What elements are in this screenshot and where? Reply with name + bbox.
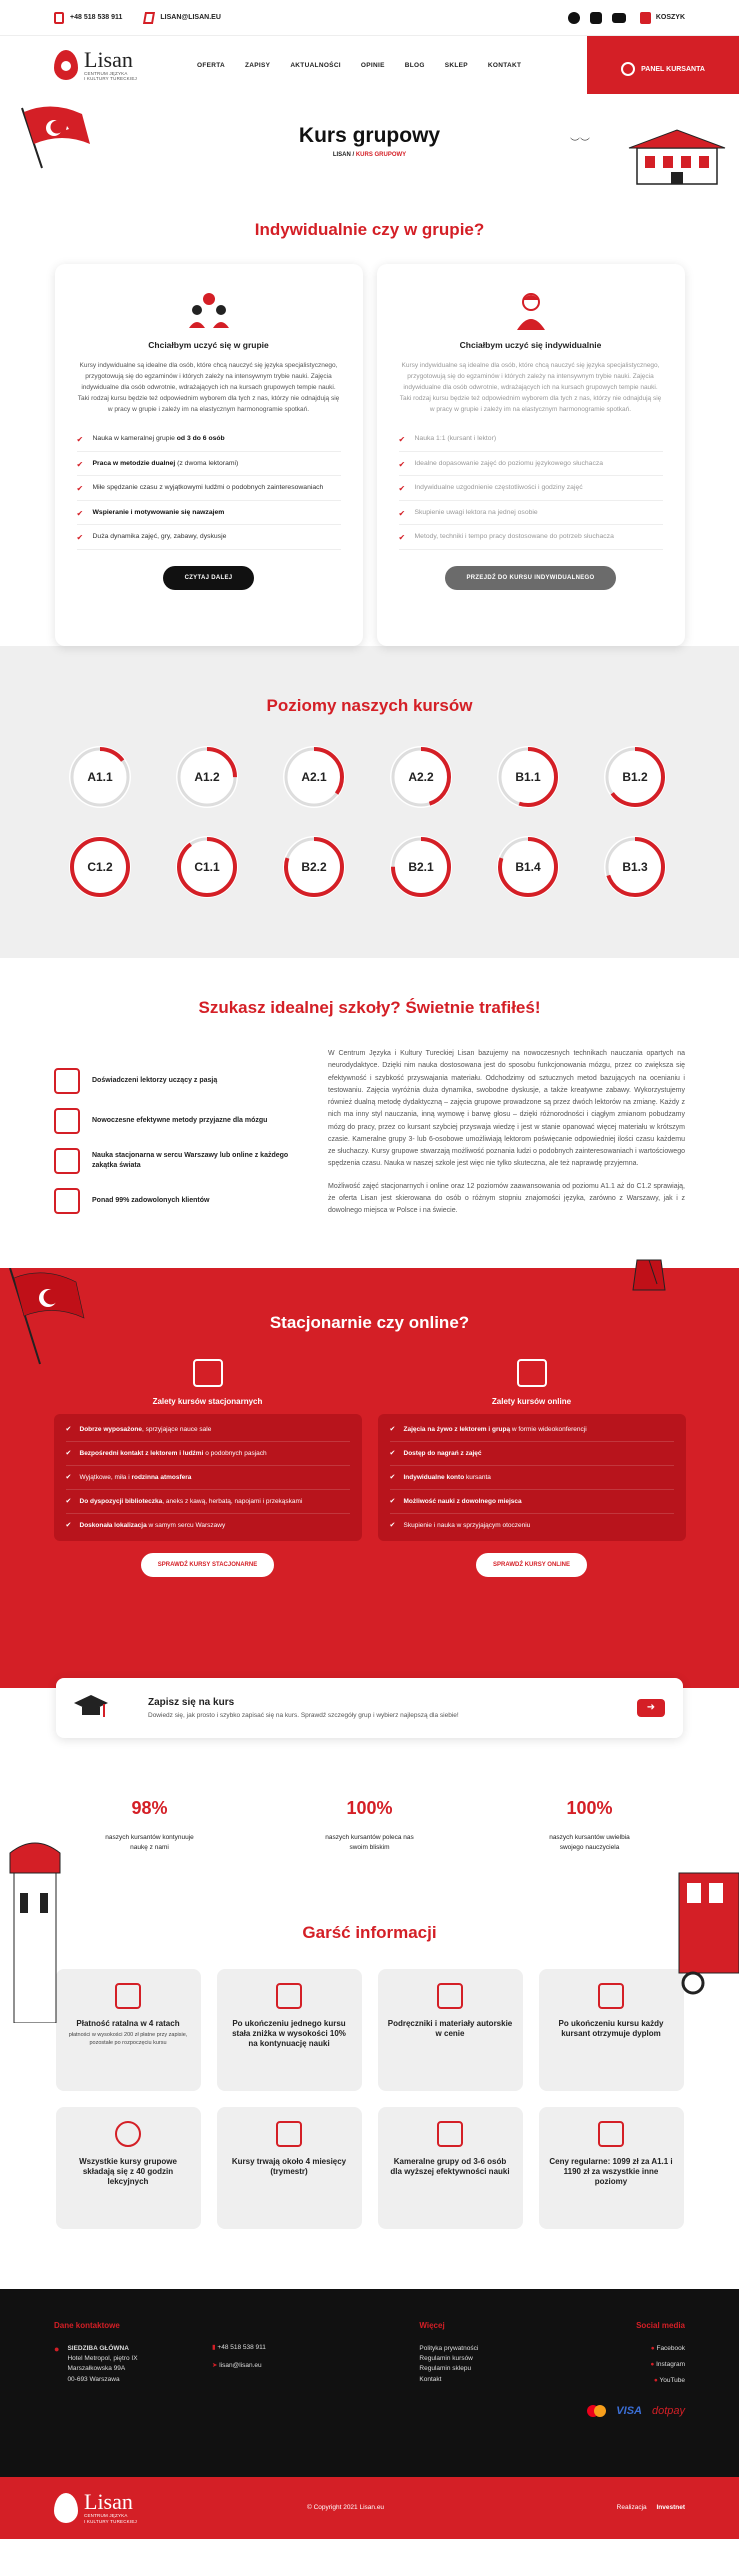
- group-heading: Chciałbym uczyć się w grupie: [148, 340, 269, 350]
- level-badge[interactable]: [283, 836, 345, 898]
- facebook-icon: ●: [650, 2344, 657, 2352]
- phone-link[interactable]: +48 518 538 911: [54, 12, 122, 24]
- stat-item: 98% naszych kursantów kontynuuje naukę z nami: [105, 1798, 194, 1851]
- logo-subtitle-2: I KULTURY TURECKIEJ: [84, 76, 137, 81]
- youtube-icon[interactable]: [612, 13, 626, 23]
- hero: [0, 94, 739, 194]
- signup-title: Zapisz się na kurs: [148, 1697, 235, 1708]
- list-item: ✔ Wspieranie i motywowanie się nawzajem: [77, 501, 341, 526]
- instagram-icon: ●: [650, 2360, 657, 2368]
- footer-social: Social media ● Facebook ● Instagram ● YouTube VISA dotpay: [587, 2321, 685, 2477]
- feature-item: Doświadczeni lektorzy uczący z pasją: [54, 1068, 304, 1094]
- read-more-button[interactable]: CZYTAJ DALEJ: [163, 566, 255, 590]
- level-badge[interactable]: [69, 836, 131, 898]
- level-label: A2.1: [301, 770, 327, 784]
- level-badge[interactable]: [390, 836, 452, 898]
- list-item: ✔ Wyjątkowe, miła i rodzinna atmosfera: [66, 1466, 350, 1490]
- info-section: [0, 1883, 739, 2289]
- school-title: Szukasz idealnej szkoły? Świetnie trafiłeś!: [198, 998, 541, 1017]
- list-item: ✔ Dostęp do nagrań z zajęć: [390, 1442, 674, 1466]
- nav-aktualnosci[interactable]: AKTUALNOŚCI: [290, 61, 341, 69]
- facebook-link[interactable]: ● Facebook: [650, 2344, 686, 2352]
- modes-title: Stacjonarnie czy online?: [269, 1313, 470, 1332]
- feature-item: Ponad 99% zadowolonych klientów: [54, 1188, 304, 1214]
- list-item: ✔ Skupienie uwagi lektora na jednej osobie: [399, 501, 663, 526]
- agency-link[interactable]: Investnet: [656, 2504, 685, 2511]
- logo-name: Lisan: [84, 46, 133, 72]
- levels-title: Poziomy naszych kursów: [266, 696, 473, 715]
- dotpay-logo: dotpay: [651, 2404, 686, 2417]
- money-bag-icon: [598, 2121, 624, 2147]
- list-item: ✔ Doskonała lokalizacja w samym sercu Warszawy: [66, 1514, 350, 1537]
- turkish-flag-icon: [0, 1268, 90, 1368]
- compare-section: [0, 194, 739, 646]
- list-item: ✔ Skupienie i nauka w sprzyjającym otoczeniu: [390, 1514, 674, 1537]
- individual-card: [377, 264, 685, 646]
- instagram-link[interactable]: ● Instagram: [650, 2360, 686, 2368]
- level-badge[interactable]: [604, 746, 666, 808]
- cart-link[interactable]: KOSZYK: [640, 12, 685, 24]
- diploma-icon: [598, 1983, 624, 2009]
- instagram-icon[interactable]: [590, 12, 602, 24]
- level-badge[interactable]: [283, 746, 345, 808]
- list-item: ✔ Możliwość nauki z dowolnego miejsca: [390, 1490, 674, 1514]
- level-badge[interactable]: [176, 746, 238, 808]
- info-card: Ceny regularne: 1099 zł za A1.1 i 1190 zł za wszystkie inne poziomy: [539, 2107, 684, 2229]
- arrow-right-icon[interactable]: ➜: [637, 1699, 665, 1717]
- student-panel-button[interactable]: PANEL KURSANTA: [587, 36, 739, 102]
- level-label: A1.1: [87, 770, 113, 784]
- calendar-icon: [276, 2121, 302, 2147]
- list-item: ✔ Praca w metodzie dualnej (z dwoma lektorami): [77, 452, 341, 477]
- phone-icon: ▮: [212, 2343, 218, 2351]
- list-item: ✔ Idealne dopasowanie zajęć do poziomu językowego słuchacza: [399, 452, 663, 477]
- level-label: B1.3: [622, 860, 648, 874]
- info-card: Kameralne grupy od 3-6 osób dla wyższej efektywności nauki: [378, 2107, 523, 2229]
- teacher-icon: [509, 290, 553, 330]
- monitor-icon: [517, 1359, 547, 1387]
- level-label: C1.2: [87, 860, 113, 874]
- nav-sklep[interactable]: SKLEP: [444, 61, 468, 69]
- list-item: ✔ Miłe spędzanie czasu z wyjątkowymi ludźmi o podobnych zainteresowaniach: [77, 476, 341, 501]
- footer-link[interactable]: Regulamin kursów: [419, 2354, 473, 2362]
- signup-text: Dowiedz się, jak prosto i szybko zapisać się na kurs. Sprawdź szczegóły grup i wybierz najlepszą dla siebie!: [148, 1712, 459, 1719]
- book-icon: [437, 1983, 463, 2009]
- list-item: ✔ Zajęcia na żywo z lektorem i grupą w formie wideokonferencji: [390, 1418, 674, 1442]
- level-label: B2.1: [408, 860, 434, 874]
- info-card: Po ukończeniu kursu każdy kursant otrzymuje dyplom: [539, 1969, 684, 2091]
- logo-subtitle-1: CENTRUM JĘZYKA: [84, 70, 128, 76]
- info-card: Wszystkie kursy grupowe składają się z 40 godzin lekcyjnych: [56, 2107, 201, 2229]
- logo[interactable]: [54, 46, 137, 82]
- discount-icon: [276, 1983, 302, 2009]
- level-label: C1.1: [194, 860, 220, 874]
- group-card: [55, 264, 363, 646]
- info-card: Płatność ratalna w 4 ratach płatności w wysokości 200 zł płatne przy zapisie, pozostałe po rozpoczęciu kursu: [56, 1969, 201, 2091]
- nav-kontakt[interactable]: KONTAKT: [487, 61, 522, 69]
- online-courses-button[interactable]: SPRAWDŹ KURSY ONLINE: [476, 1553, 587, 1577]
- stat-item: 100% naszych kursantów poleca nas swoim bliskim: [325, 1798, 414, 1851]
- footer-contact: Dane kontaktowe ● SIEDZIBA GŁÓWNA Hotel Metropol, piętro IX Marszałkowska 99A 00-693 Warszawa: [54, 2321, 212, 2477]
- group-icon: [437, 2121, 463, 2147]
- stationary-heading: Zalety kursów stacjonarnych: [152, 1397, 263, 1406]
- nav-zapisy[interactable]: ZAPISY: [245, 61, 271, 69]
- online-heading: Zalety kursów online: [491, 1397, 572, 1406]
- page-title: Kurs grupowy: [298, 124, 441, 147]
- info-card: Kursy trwają około 4 miesięcy (trymestr): [217, 2107, 362, 2229]
- stationary-courses-button[interactable]: SPRAWDŹ KURSY STACJONARNE: [141, 1553, 274, 1577]
- feature-list: [54, 1048, 304, 1228]
- level-badge[interactable]: [604, 836, 666, 898]
- breadcrumb-current: KURS GRUPOWY: [355, 152, 407, 158]
- youtube-icon: ●: [653, 2377, 660, 2385]
- copyright: © Copyright 2021 Lisan.eu: [306, 2504, 385, 2511]
- footer-phone[interactable]: ▮ +48 518 538 911: [212, 2343, 266, 2351]
- list-item: ✔ Nauka w kameralnej grupie od 3 do 6 osób: [77, 427, 341, 452]
- fez-hat-icon: [629, 1254, 669, 1294]
- tram-icon: [669, 1843, 739, 2003]
- logo-drop-icon: [54, 50, 78, 80]
- footer-email[interactable]: ➤ lisan@lisan.eu: [212, 2361, 262, 2369]
- level-label: A1.2: [194, 770, 220, 784]
- footer-link[interactable]: Regulamin sklepu: [419, 2365, 472, 2373]
- individual-course-button[interactable]: PRZEJDŹ DO KURSU INDYWIDUALNEGO: [445, 566, 617, 590]
- main-nav: [197, 62, 541, 69]
- level-badge[interactable]: [69, 746, 131, 808]
- visa-logo: VISA: [616, 2404, 642, 2417]
- school-section: [0, 958, 739, 1268]
- levels-grid: [0, 746, 739, 898]
- compare-title: Indywidualnie czy w grupie?: [254, 220, 485, 239]
- school-description: W Centrum Języka i Kultury Tureckiej Lisan bazujemy na nowoczesnych technikach nauczania opartych na neurodydaktyce. Dzięki nim nauka dostosowana jest do sposobu funkcjonowania mózgu, przez co zwiększa się efektywność i szybkość przyswajania materiału. Odchodzimy od sztucznych metod bazujących na ocenianiu i testowaniu. Zajęcia wyróżnia duża dynamika, swobodne dyskusje, a także kreatywne zabawy. Wykorzystujemy również dualną metodę dydaktyczną – zajęcia grupowe prowadzone są przez dwóch lektorów na zmianę. Każdy z nich ma inny styl nauczania, inną wymowę i barwę głosu – dzięki różnorodności i ciągłym zmianom pobudzamy mózg do pracy, przez co kursant szybciej przyswaja wiedzę i jest w stanie opanować więcej materiału w krótszym czasie. Kameralne grupy 3- lub 6-osobowe umożliwiają lektorom poświęcanie odpowiedniej ilości czasu każdemu ze słuchaczy. Kursy grupowe stwarzają możliwość poznania ludzi o podobnych zainteresowaniach i wartościowego spędzenia czasu. Nauka w naszej szkole jest więc nie tylko skuteczna, ale też naprawdę przyjemna. Możliwość zajęć stacjonarnych i online oraz 12 poziomów zaawansowania od poziomu A1.1 aż do C1.2 sprawiają, że oferta Lisan jest skierowana do osób o różnym stopniu znajomości języka, zarówno z Warszawy, jak i z dowolnego miejsca w Polsce i na świecie.: [328, 1050, 685, 1214]
- footer-links: Więcej Polityka prywatności Regulamin kursów Regulamin sklepu Kontakt: [419, 2321, 587, 2477]
- breadcrumb: LISAN / KURS GRUPOWY: [332, 152, 407, 158]
- classroom-icon: [54, 1148, 80, 1174]
- phone-icon: [54, 12, 64, 24]
- send-icon: ➤: [212, 2361, 220, 2369]
- footer-logo[interactable]: Lisan CENTRUM JĘZYKA I KULTURY TURECKIEJ: [54, 2491, 137, 2524]
- graduate-icon: [54, 1188, 80, 1214]
- individual-text: Kursy indywidualne są idealne dla osób, które chcą nauczyć się języka specjalistycznego, przygotowują się do egzaminów i których zależy na intensywnym trybie nauki. Zajęcia indywidualne dla osób odwrotnie, wdrażających ich na kursach grupowych tempie nauki. Taki rodzaj kursu będzie też odpowiednim wyborem dla tych z nas, którzy nie odnajdują się w pracy w grupie i zależy im na elastycznym harmonogramie spotkań.: [399, 362, 662, 414]
- graduation-cap-icon: [74, 1693, 108, 1723]
- user-icon: [621, 62, 635, 76]
- list-item: ✔ Duża dynamika zajęć, gry, zabawy, dyskusje: [77, 525, 341, 550]
- send-icon: [143, 12, 155, 24]
- teacher-board-icon: [193, 1359, 223, 1387]
- level-badge[interactable]: [497, 836, 559, 898]
- level-label: B1.1: [515, 770, 541, 784]
- top-bar: [0, 0, 739, 36]
- level-badge[interactable]: [497, 746, 559, 808]
- level-label: B2.2: [301, 860, 327, 874]
- list-item: ✔ Indywidualne uzgodnienie częstotliwości i godziny zajęć: [399, 476, 663, 501]
- list-item: ✔ Nauka 1:1 (kursant i lektor): [399, 427, 663, 452]
- main-header: [0, 36, 739, 94]
- level-badge[interactable]: [390, 746, 452, 808]
- email-link[interactable]: LISAN@LISAN.EU: [144, 12, 221, 24]
- online-column: [378, 1359, 686, 1577]
- list-item: ✔ Metody, techniki i tempo pracy dostosowane do potrzeb słuchacza: [399, 525, 663, 550]
- footer-link[interactable]: Kontakt: [419, 2375, 442, 2383]
- turkish-house-icon: [619, 118, 729, 188]
- group-text: Kursy indywidualne są idealne dla osób, które chcą nauczyć się języka specjalistycznego, przygotowują się do egzaminów i których zależy na intensywnym trybie nauki. Zajęcia indywidualne dla osób odwrotnie, wdrażających ich na kursach grupowych tempie nauki. Taki rodzaj kursu będzie też odpowiednim wyborem dla tych z nas, którzy nie odnajdują się w pracy w grupie i zależy im na elastycznym harmonogramie spotkań.: [77, 362, 340, 414]
- stationary-column: [54, 1359, 362, 1577]
- certificate-icon: [54, 1068, 80, 1094]
- logo-drop-icon: [54, 2493, 78, 2523]
- stat-item: 100% naszych kursantów uwielbia swojego nauczyciela: [549, 1798, 630, 1851]
- breadcrumb-home[interactable]: LISAN: [332, 152, 351, 158]
- payment-logos: [587, 2405, 685, 2417]
- turkish-flag-icon: [12, 100, 102, 170]
- installments-icon: [115, 1983, 141, 2009]
- info-card: Podręczniki i materiały autorskie w cenie: [378, 1969, 523, 2091]
- cart-icon: [640, 12, 651, 24]
- list-item: ✔ Do dyspozycji biblioteczka, aneks z kawą, herbatą, napojami i przekąskami: [66, 1490, 350, 1514]
- modes-section: [0, 1268, 739, 1719]
- footer-link[interactable]: Polityka prywatności: [419, 2344, 479, 2352]
- tower-icon: [0, 1833, 70, 2023]
- nav-opinie[interactable]: OPINIE: [360, 61, 385, 69]
- signup-banner[interactable]: [56, 1678, 683, 1738]
- feature-item: Nauka stacjonarna w sercu Warszawy lub online z każdego zakątka świata: [54, 1148, 304, 1174]
- clock-icon: [115, 2121, 141, 2147]
- info-title: Garść informacji: [302, 1922, 437, 1942]
- level-label: A2.2: [408, 770, 434, 784]
- level-label: B1.2: [622, 770, 648, 784]
- bottom-bar: [0, 2477, 739, 2539]
- list-item: ✔ Bezpośredni kontakt z lektorem i ludźmi o podobnych pasjach: [66, 1442, 350, 1466]
- group-icon: [187, 290, 231, 330]
- nav-blog[interactable]: BLOG: [404, 61, 425, 69]
- mastercard-icon: [587, 2405, 606, 2417]
- credit: Realizacja Investnet: [616, 2504, 685, 2511]
- list-item: ✔ Dobrze wyposażone, sprzyjające nauce sale: [66, 1418, 350, 1442]
- level-badge[interactable]: [176, 836, 238, 898]
- individual-heading: Chciałbym uczyć się indywidualnie: [459, 340, 602, 350]
- list-item: ✔ Indywidualne konto kursanta: [390, 1466, 674, 1490]
- youtube-link[interactable]: ● YouTube: [653, 2377, 686, 2385]
- brain-icon: [54, 1108, 80, 1134]
- footer: [0, 2289, 739, 2477]
- bird-icon: ︶︶: [570, 138, 590, 149]
- level-label: B1.4: [515, 860, 541, 874]
- facebook-icon[interactable]: [568, 12, 580, 24]
- levels-section: [0, 646, 739, 958]
- info-card: Po ukończeniu jednego kursu stała zniżka w wysokości 10% na kontynuację nauki: [217, 1969, 362, 2091]
- nav-oferta[interactable]: OFERTA: [196, 61, 226, 69]
- footer-phone-email: [212, 2321, 419, 2477]
- location-pin-icon: ●: [54, 2343, 60, 2354]
- feature-item: Nowoczesne efektywne metody przyjazne dla mózgu: [54, 1108, 304, 1134]
